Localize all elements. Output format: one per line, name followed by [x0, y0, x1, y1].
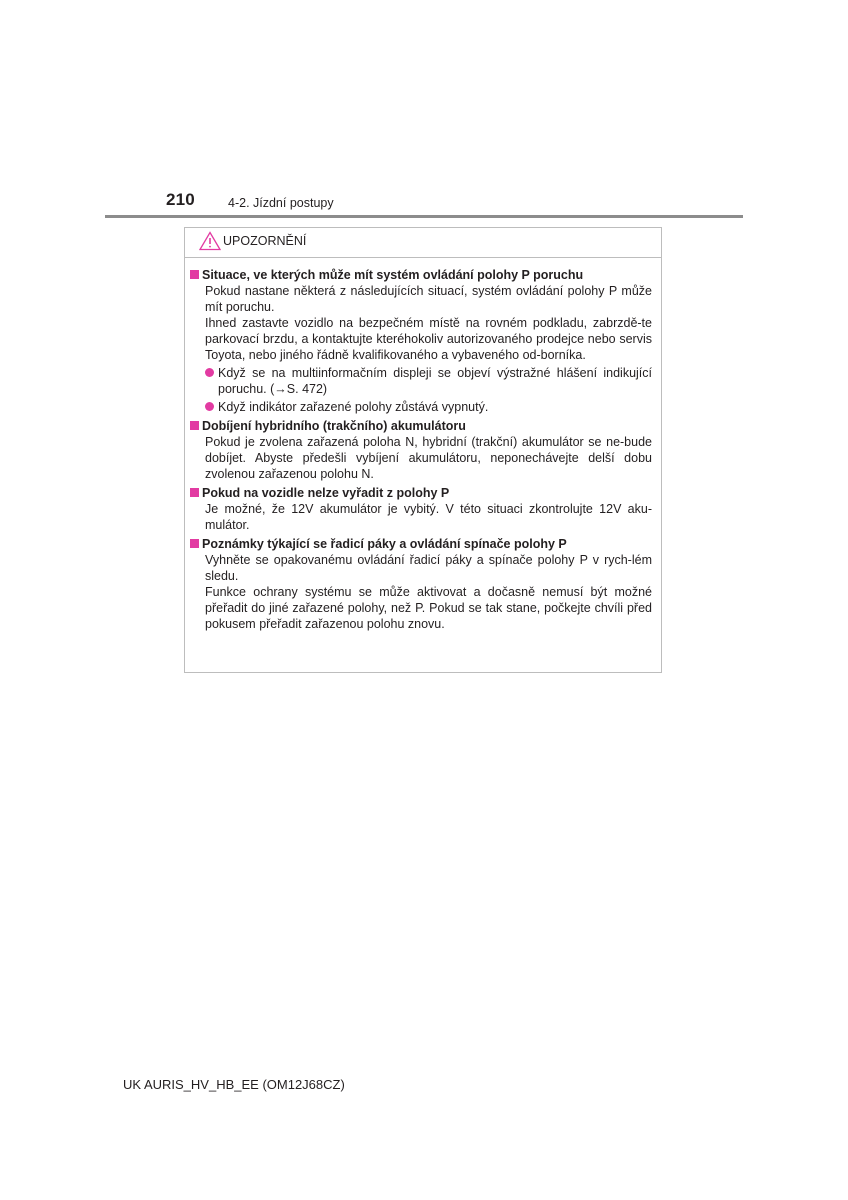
- caution-body: [185, 258, 661, 632]
- caution-box: [184, 227, 662, 673]
- section-heading: [189, 485, 652, 501]
- paragraph: Vyhněte se opakovanému ovládání řadicí páky a spínače polohy P v rych-lém sledu.: [205, 553, 652, 583]
- list-item: [205, 365, 652, 397]
- section-heading: [189, 267, 652, 283]
- square-bullet-icon: [190, 270, 199, 279]
- paragraph: Pokud nastane některá z následujících situací, systém ovládání polohy P může mít poruchu.: [205, 284, 652, 314]
- section-heading-text: Situace, ve kterých může mít systém ovládání polohy P poruchu: [202, 268, 584, 282]
- list-item: [205, 399, 652, 415]
- section-heading-text: Pokud na vozidle nelze vyřadit z polohy P: [202, 486, 450, 500]
- warning-triangle-icon: [199, 231, 221, 251]
- section-heading: [189, 536, 652, 552]
- round-bullet-icon: [205, 402, 214, 411]
- list-item-text: Když indikátor zařazené polohy zůstává vypnutý.: [218, 400, 489, 414]
- document-code: UK AURIS_HV_HB_EE (OM12J68CZ): [123, 1077, 345, 1092]
- round-bullet-icon: [205, 368, 214, 377]
- list-item-text: Když se na multiinformačním displeji se objeví výstražné hlášení indikující poruchu. (→S. 472): [218, 366, 652, 396]
- section-heading-text: Dobíjení hybridního (trakčního) akumulátoru: [202, 419, 466, 433]
- caution-header: [185, 228, 661, 258]
- square-bullet-icon: [190, 421, 199, 430]
- section-heading-text: Poznámky týkající se řadicí páky a ovládání spínače polohy P: [202, 537, 567, 551]
- page-number: 210: [166, 190, 195, 209]
- section-heading: [189, 418, 652, 434]
- paragraph: Funkce ochrany systému se může aktivovat a dočasně nemusí být možné přeřadit do jiné zařazené polohy, než P. Pokud se tak stane, počkejte chvíli před pokusem přeřadit zařazenou polohu znovu.: [205, 585, 652, 631]
- square-bullet-icon: [190, 488, 199, 497]
- section-title: 4-2. Jízdní postupy: [228, 196, 334, 210]
- caution-label: UPOZORNĚNÍ: [223, 234, 307, 248]
- header-divider: [105, 215, 743, 218]
- paragraph: Pokud je zvolena zařazená poloha N, hybridní (trakční) akumulátor se ne-bude dobíjet. Abyste předešli vybíjení akumulátoru, neponechávejte delší dobu zvolenou zařazenou polohu N.: [205, 435, 652, 481]
- square-bullet-icon: [190, 539, 199, 548]
- paragraph: Je možné, že 12V akumulátor je vybitý. V této situaci zkontrolujte 12V aku-mulátor.: [205, 502, 652, 532]
- paragraph: Ihned zastavte vozidlo na bezpečném místě na rovném podkladu, zabrzdě-te parkovací brzdu, a kontaktujte kteréhokoliv autorizovaného prodejce nebo servis Toyota, nebo jiného řádně kvalifikovaného a vybaveného od-borníka.: [205, 316, 652, 362]
